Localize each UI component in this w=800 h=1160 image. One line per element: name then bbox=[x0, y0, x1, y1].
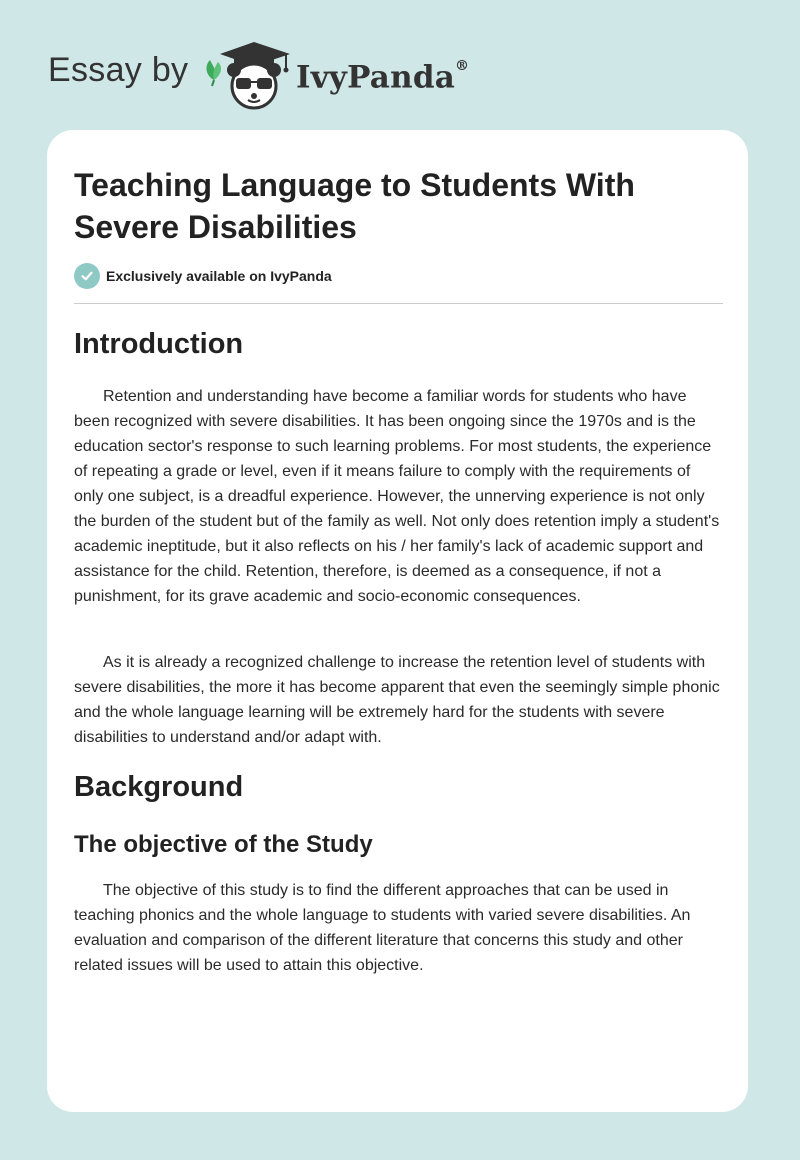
site-header bbox=[0, 0, 800, 130]
exclusive-badge bbox=[74, 262, 332, 290]
registered-mark: ® bbox=[455, 58, 470, 74]
paragraph: As it is already a recognized challenge to increase the retention level of students with severe disabilities, the more it has become apparent that even the seemingly simple phonic and the whole language learning will be extremely hard for the students with severe disabilities to understand and/or adapt with. bbox=[74, 654, 720, 746]
essay-title: Teaching Language to Students With Severe Disabilities bbox=[74, 167, 635, 245]
essay-card bbox=[47, 130, 748, 1112]
exclusive-text: Exclusively available on IvyPanda bbox=[106, 268, 332, 284]
section-heading-introduction: Introduction bbox=[74, 328, 244, 360]
check-icon bbox=[74, 263, 100, 289]
panda-logo-icon[interactable] bbox=[200, 36, 292, 110]
paragraph: The objective of this study is to find the different approaches that can be used in teaching phonics and the whole language to students with varied severe disabilities. An evaluation and comparison of the different literature that concerns this study and other related issues will be used to attain this objective. bbox=[74, 882, 691, 974]
section-heading-background: Background bbox=[74, 771, 244, 803]
paragraph: Retention and understanding have become a familiar words for students who have been recognized with severe disabilities. It has been ongoing since the 1970s and is the education sector's response to such learning problems. For most students, the experience of repeating a grade or level, even if it means failure to comply with the requirements of only one subject, is a dreadful experience. However, the unnerving experience is not only the burden of the student but of the family as well. Not only does retention imply a student's academic ineptitude, but it also reflects on his / her family's lack of academic support and assistance for the child. Retention, therefore, is deemed as a consequence, if not a punishment, for its grave academic and socio-economic consequences. bbox=[74, 388, 720, 605]
brand-name-text: IvyPanda bbox=[296, 59, 455, 96]
brand-prefix: Essay by bbox=[48, 51, 189, 89]
brand-name[interactable] bbox=[296, 52, 469, 97]
subsection-heading-objective: The objective of the Study bbox=[74, 831, 373, 858]
divider bbox=[74, 303, 723, 304]
